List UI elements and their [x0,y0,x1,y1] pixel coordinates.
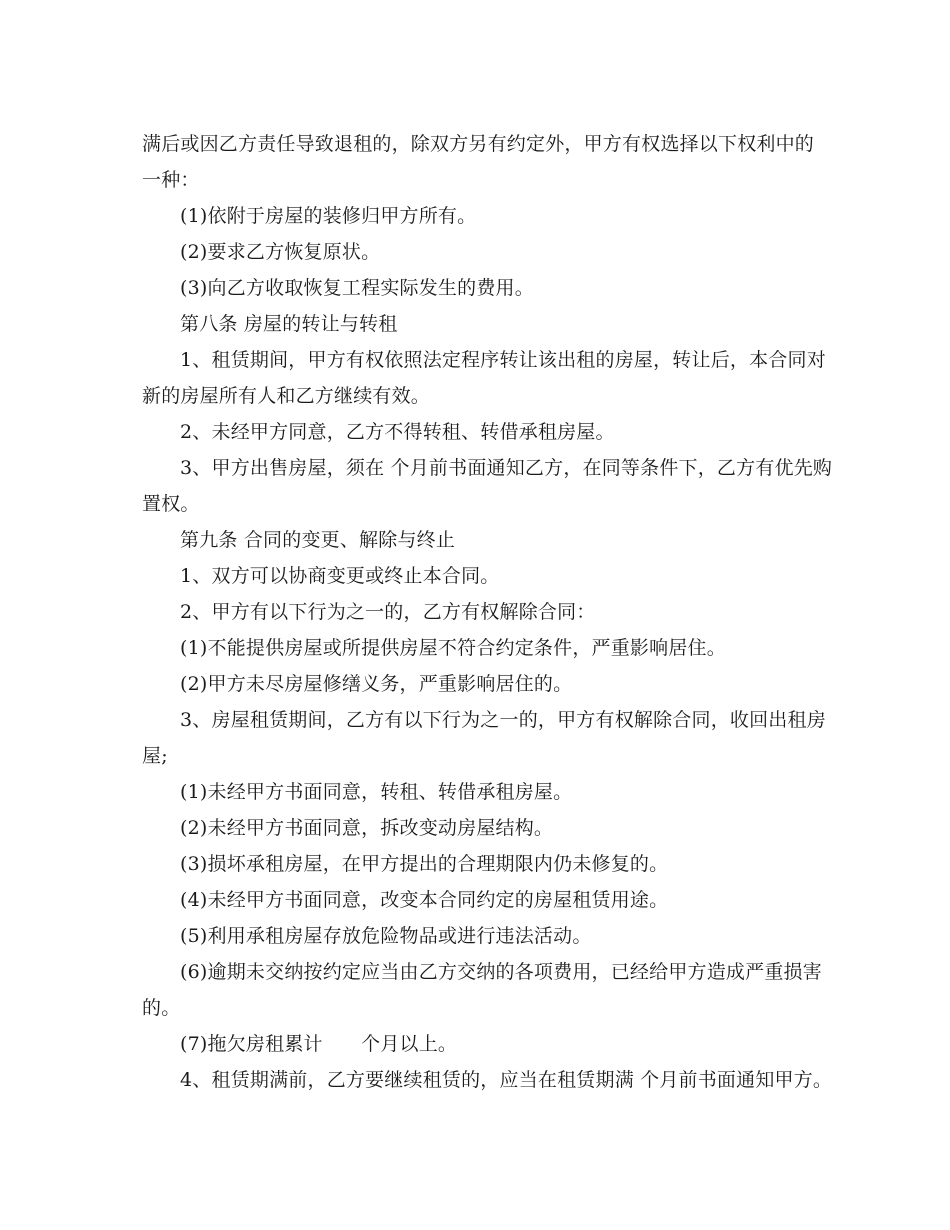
text-line: (3)向乙方收取恢复工程实际发生的费用。 [180,277,534,299]
text-line: 的。 [142,997,181,1019]
text-line: 屋; [142,745,168,767]
text-line: (2)未经甲方书面同意，拆改变动房屋结构。 [180,817,554,839]
text-line: 2、未经甲方同意，乙方不得转租、转借承租房屋。 [180,421,615,443]
text-line: (1)未经甲方书面同意，转租、转借承租房屋。 [180,781,573,803]
text-line: 4、租赁期满前，乙方要继续租赁的，应当在租赁期满 个月前书面通知甲方。 [180,1069,833,1091]
text-line: 满后或因乙方责任导致退租的，除双方另有约定外，甲方有权选择以下权利中的 [142,133,815,155]
text-line: (7)拖欠房租累计 个月以上。 [180,1033,458,1055]
text-line: 1、双方可以协商变更或终止本合同。 [180,565,500,587]
text-line: (5)利用承租房屋存放危险物品或进行违法活动。 [180,925,592,947]
text-line: 第八条 房屋的转让与转租 [180,313,398,335]
document-body [142,126,833,1098]
text-line: 第九条 合同的变更、解除与终止 [180,529,456,551]
text-line: 1、租赁期间，甲方有权依照法定程序转让该出租的房屋，转让后，本合同对 [180,349,826,371]
text-line: 一种： [142,169,200,191]
text-line: (4)未经甲方书面同意，改变本合同约定的房屋租赁用途。 [180,889,669,911]
text-line: 置权。 [142,493,200,515]
text-line: (2)要求乙方恢复原状。 [180,241,381,263]
text-line: 2、甲方有以下行为之一的，乙方有权解除合同： [180,601,596,623]
text-line: (3)损坏承租房屋，在甲方提出的合理期限内仍未修复的。 [180,853,669,875]
text-line: 3、甲方出售房屋，须在 个月前书面通知乙方，在同等条件下，乙方有优先购 [180,457,833,479]
text-line: (2)甲方未尽房屋修缮义务，严重影响居住的。 [180,673,573,695]
text-line: (6)逾期未交纳按约定应当由乙方交纳的各项费用，已经给甲方造成严重损害 [180,961,822,983]
text-line: 3、房屋租赁期间，乙方有以下行为之一的，甲方有权解除合同，收回出租房 [180,709,826,731]
text-line: 新的房屋所有人和乙方继续有效。 [142,385,431,407]
text-line: (1)不能提供房屋或所提供房屋不符合约定条件，严重影响居住。 [180,637,726,659]
text-line: (1)依附于房屋的装修归甲方所有。 [180,205,477,227]
